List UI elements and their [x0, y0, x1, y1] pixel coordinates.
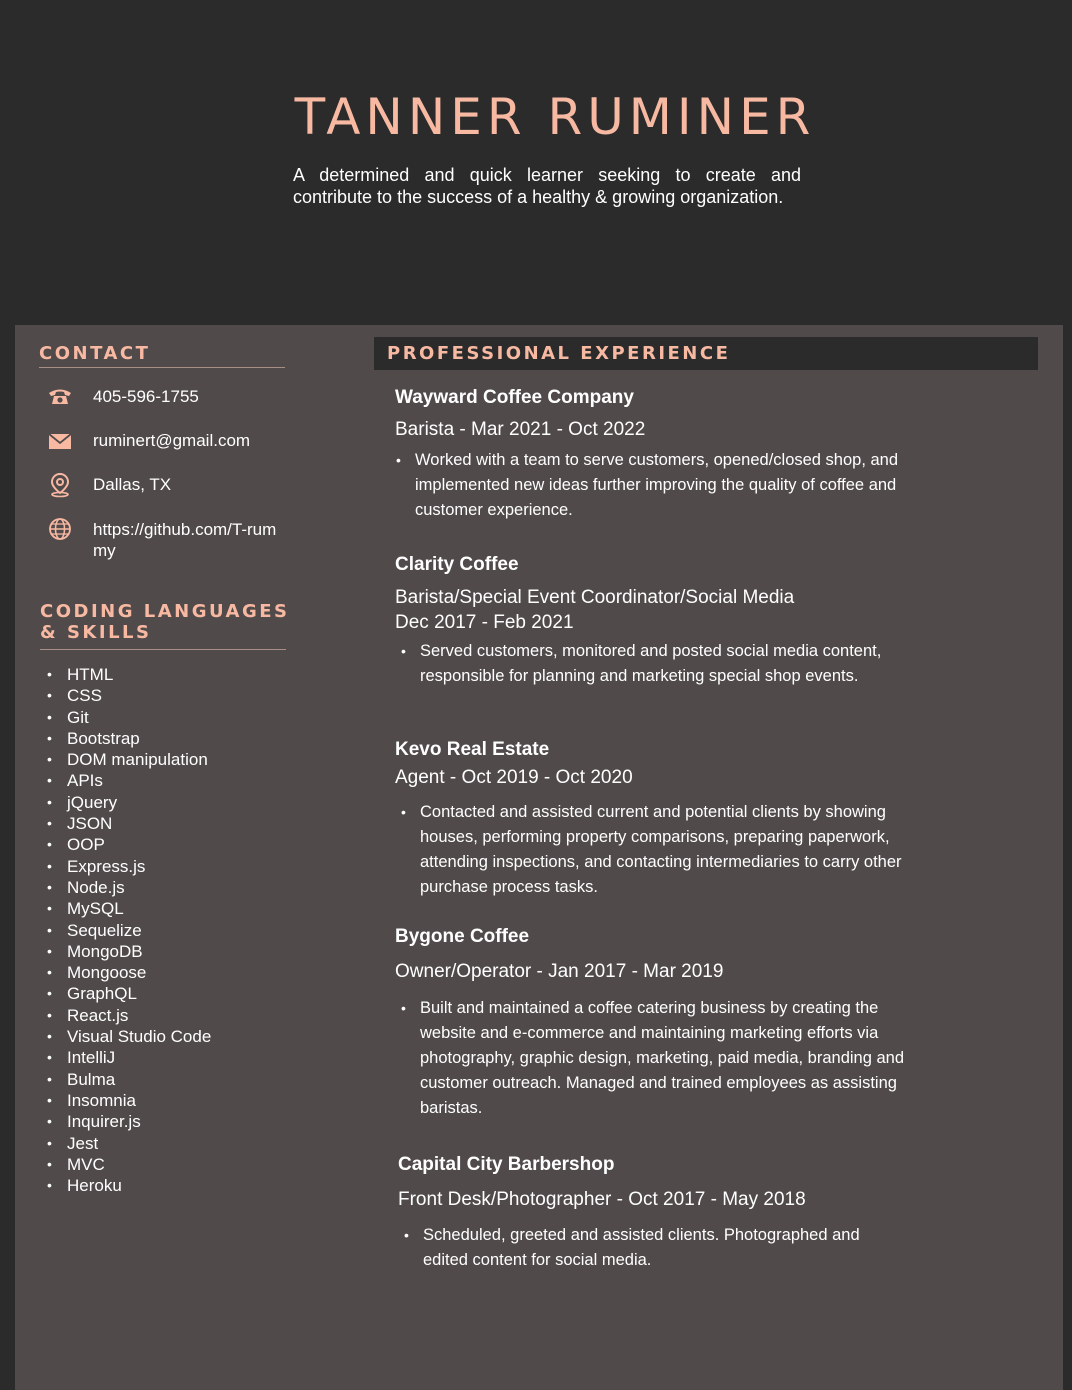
- skill-item: • Git: [67, 707, 211, 728]
- job-company: Bygone Coffee: [395, 926, 530, 947]
- skill-item: • Bootstrap: [67, 728, 211, 749]
- email-address[interactable]: ruminert@gmail.com: [93, 431, 251, 450]
- candidate-name: TANNER RUMINER: [294, 88, 816, 146]
- skill-item: • Node.js: [67, 877, 211, 898]
- experience-heading: PROFESSIONAL EXPERIENCE: [387, 343, 731, 364]
- job-role: Agent - Oct 2019 - Oct 2020: [395, 767, 633, 788]
- skill-item: • Express.js: [67, 856, 211, 877]
- job-dates: Dec 2017 - Feb 2021: [395, 612, 574, 633]
- job-bullet: • Served customers, monitored and posted social media content, responsible for planning and marketing special shop events.: [420, 639, 905, 689]
- skill-item: • Visual Studio Code: [67, 1026, 211, 1047]
- job-entry: [395, 386, 905, 523]
- job-bullets: [398, 1223, 908, 1273]
- job-entry: [395, 925, 907, 1121]
- skill-item: • MySQL: [67, 898, 211, 919]
- location-pin-icon: [47, 472, 73, 498]
- job-bullet: • Contacted and assisted current and potential clients by showing houses, performing property comparisons, preparing paperwork, attending inspections, and contacting intermediaries to carry other purchase process tasks.: [420, 800, 905, 900]
- job-bullets: [395, 800, 905, 900]
- job-role: Owner/Operator - Jan 2017 - Mar 2019: [395, 961, 724, 982]
- skill-item: • HTML: [67, 664, 211, 685]
- skill-item: • Sequelize: [67, 920, 211, 941]
- skill-item: • Mongoose: [67, 962, 211, 983]
- skill-item: • Inquirer.js: [67, 1111, 211, 1132]
- job-role: Barista - Mar 2021 - Oct 2022: [395, 419, 646, 440]
- job-bullet: • Worked with a team to serve customers, opened/closed shop, and implemented new ideas further improving the quality of coffee and customer experience.: [415, 448, 905, 523]
- job-role: Barista/Special Event Coordinator/Social Media: [395, 587, 795, 608]
- job-entry: [395, 738, 905, 900]
- resume-header: [0, 0, 1072, 325]
- skill-item: • jQuery: [67, 792, 211, 813]
- job-entry: [398, 1153, 908, 1273]
- skill-item: • IntelliJ: [67, 1047, 211, 1068]
- resume-body: [15, 325, 1063, 1390]
- tagline: A determined and quick learner seeking to create and contribute to the success of a healthy & growing organization.: [293, 165, 801, 207]
- skill-item: • Bulma: [67, 1069, 211, 1090]
- skills-heading: CODING LANGUAGES & SKILLS: [40, 601, 290, 643]
- job-bullets: [395, 996, 907, 1121]
- envelope-icon: [47, 428, 73, 454]
- skill-item: • GraphQL: [67, 983, 211, 1004]
- skill-item: • MVC: [67, 1154, 211, 1175]
- globe-icon: [47, 517, 73, 543]
- job-company: Capital City Barbershop: [398, 1154, 615, 1175]
- skill-item: • OOP: [67, 834, 211, 855]
- job-company: Clarity Coffee: [395, 554, 519, 575]
- job-bullets: [395, 639, 905, 689]
- skills-divider: [40, 649, 286, 650]
- skill-item: • Insomnia: [67, 1090, 211, 1111]
- job-bullets: [395, 448, 905, 523]
- contact-heading: CONTACT: [39, 343, 151, 364]
- experience-heading-bar: [374, 337, 1038, 370]
- job-role: Front Desk/Photographer - Oct 2017 - May 2018: [398, 1189, 806, 1210]
- job-entry: [395, 553, 905, 689]
- skill-item: • Heroku: [67, 1175, 211, 1196]
- contact-divider: [39, 367, 285, 368]
- phone-number[interactable]: 405-596-1755: [93, 387, 199, 406]
- skill-item: • DOM manipulation: [67, 749, 211, 770]
- job-company: Wayward Coffee Company: [395, 387, 634, 408]
- skill-item: • APIs: [67, 770, 211, 791]
- skills-list: [67, 664, 211, 1196]
- skill-item: • JSON: [67, 813, 211, 834]
- phone-icon: [47, 384, 73, 410]
- website-link[interactable]: https://github.com/T-rummy: [93, 520, 277, 560]
- skill-item: • CSS: [67, 685, 211, 706]
- job-bullet: • Scheduled, greeted and assisted clients. Photographed and edited content for social media.: [423, 1223, 908, 1273]
- skill-item: • Jest: [67, 1133, 211, 1154]
- job-company: Kevo Real Estate: [395, 739, 550, 760]
- skill-item: • MongoDB: [67, 941, 211, 962]
- job-bullet: • Built and maintained a coffee catering business by creating the website and e-commerce and maintaining marketing efforts via photography, graphic design, marketing, paid media, branding and customer outreach. Managed and trained employees as assisting baristas.: [420, 996, 907, 1121]
- location-text: Dallas, TX: [93, 475, 172, 494]
- skill-item: • React.js: [67, 1005, 211, 1026]
